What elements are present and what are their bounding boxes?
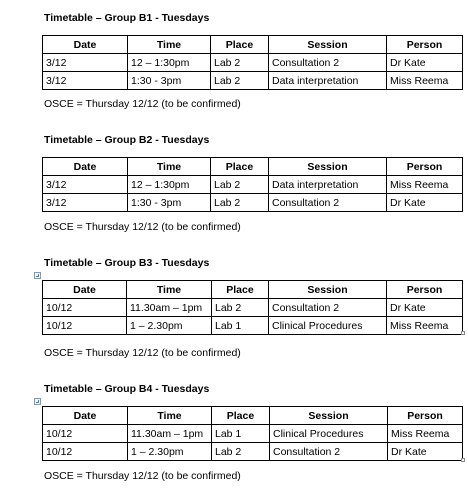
column-header-date: Date bbox=[43, 36, 128, 54]
table-header-row bbox=[43, 281, 463, 299]
timetable-table bbox=[42, 280, 463, 335]
cell-time: 12 – 1:30pm bbox=[128, 54, 211, 72]
cell-place: Lab 1 bbox=[212, 317, 269, 335]
cell-person: Miss Reema bbox=[387, 176, 463, 194]
cell-session: Clinical Procedures bbox=[269, 317, 387, 335]
table-move-handle-icon[interactable] bbox=[34, 398, 41, 405]
cell-session: Consultation 2 bbox=[270, 443, 388, 461]
cell-place: Lab 2 bbox=[211, 72, 269, 90]
table-header-row bbox=[43, 158, 463, 176]
column-header-session: Session bbox=[270, 407, 388, 425]
column-header-person: Person bbox=[388, 407, 463, 425]
cell-place: Lab 2 bbox=[211, 194, 269, 212]
table-row bbox=[43, 72, 463, 90]
column-header-date: Date bbox=[43, 281, 127, 299]
column-header-place: Place bbox=[212, 407, 270, 425]
cell-session: Consultation 2 bbox=[269, 299, 387, 317]
column-header-time: Time bbox=[127, 281, 212, 299]
cell-date: 3/12 bbox=[43, 54, 128, 72]
column-header-time: Time bbox=[128, 36, 211, 54]
column-header-person: Person bbox=[387, 158, 463, 176]
column-header-session: Session bbox=[269, 36, 387, 54]
cell-date: 3/12 bbox=[43, 176, 128, 194]
column-header-place: Place bbox=[211, 158, 269, 176]
cell-time: 1:30 - 3pm bbox=[128, 194, 211, 212]
column-header-date: Date bbox=[43, 407, 128, 425]
column-header-place: Place bbox=[211, 36, 269, 54]
cell-date: 10/12 bbox=[43, 425, 128, 443]
table-row bbox=[43, 299, 463, 317]
cell-time: 11.30am – 1pm bbox=[128, 425, 212, 443]
table-header-row bbox=[43, 407, 463, 425]
cell-session: Consultation 2 bbox=[269, 194, 387, 212]
cell-time: 12 – 1:30pm bbox=[128, 176, 211, 194]
section-heading: Timetable – Group B4 - Tuesdays bbox=[44, 383, 210, 395]
cell-time: 1 – 2.30pm bbox=[128, 443, 212, 461]
table-row bbox=[43, 176, 463, 194]
section-heading: Timetable – Group B3 - Tuesdays bbox=[44, 257, 210, 269]
column-header-person: Person bbox=[387, 281, 463, 299]
cell-time: 1:30 - 3pm bbox=[128, 72, 211, 90]
table-row bbox=[43, 425, 463, 443]
cell-date: 3/12 bbox=[43, 72, 128, 90]
table-resize-handle-icon[interactable] bbox=[461, 458, 465, 462]
osce-note: OSCE = Thursday 12/12 (to be confirmed) bbox=[44, 221, 241, 233]
osce-note: OSCE = Thursday 12/12 (to be confirmed) bbox=[44, 470, 241, 482]
cell-session: Data interpretation bbox=[269, 72, 387, 90]
table-row bbox=[43, 317, 463, 335]
column-header-session: Session bbox=[269, 158, 387, 176]
osce-note: OSCE = Thursday 12/12 (to be confirmed) bbox=[44, 347, 241, 359]
cell-person: Miss Reema bbox=[387, 317, 463, 335]
column-header-session: Session bbox=[269, 281, 387, 299]
column-header-person: Person bbox=[387, 36, 463, 54]
cell-time: 1 – 2.30pm bbox=[127, 317, 212, 335]
column-header-place: Place bbox=[212, 281, 269, 299]
cell-place: Lab 2 bbox=[212, 299, 269, 317]
cell-place: Lab 2 bbox=[211, 176, 269, 194]
cell-person: Miss Reema bbox=[388, 425, 463, 443]
table-row bbox=[43, 54, 463, 72]
timetable-table bbox=[42, 35, 463, 90]
column-header-date: Date bbox=[43, 158, 128, 176]
cell-place: Lab 2 bbox=[212, 443, 270, 461]
section-heading: Timetable – Group B1 - Tuesdays bbox=[44, 12, 210, 24]
table-row bbox=[43, 443, 463, 461]
cell-person: Miss Reema bbox=[387, 72, 463, 90]
cell-date: 10/12 bbox=[43, 317, 127, 335]
cell-session: Clinical Procedures bbox=[270, 425, 388, 443]
column-header-time: Time bbox=[128, 407, 212, 425]
column-header-time: Time bbox=[128, 158, 211, 176]
cell-person: Dr Kate bbox=[387, 299, 463, 317]
table-move-handle-icon[interactable] bbox=[34, 272, 41, 279]
cell-time: 11.30am – 1pm bbox=[127, 299, 212, 317]
table-row bbox=[43, 194, 463, 212]
cell-person: Dr Kate bbox=[388, 443, 463, 461]
timetable-table bbox=[42, 406, 463, 461]
table-resize-handle-icon[interactable] bbox=[461, 331, 465, 335]
section-heading: Timetable – Group B2 - Tuesdays bbox=[44, 134, 210, 146]
cell-place: Lab 2 bbox=[211, 54, 269, 72]
cell-date: 3/12 bbox=[43, 194, 128, 212]
cell-date: 10/12 bbox=[43, 443, 128, 461]
cell-place: Lab 1 bbox=[212, 425, 270, 443]
cell-person: Dr Kate bbox=[387, 194, 463, 212]
cell-session: Data interpretation bbox=[269, 176, 387, 194]
cell-date: 10/12 bbox=[43, 299, 127, 317]
cell-session: Consultation 2 bbox=[269, 54, 387, 72]
cell-person: Dr Kate bbox=[387, 54, 463, 72]
osce-note: OSCE = Thursday 12/12 (to be confirmed) bbox=[44, 98, 241, 110]
timetable-table bbox=[42, 157, 463, 212]
table-header-row bbox=[43, 36, 463, 54]
